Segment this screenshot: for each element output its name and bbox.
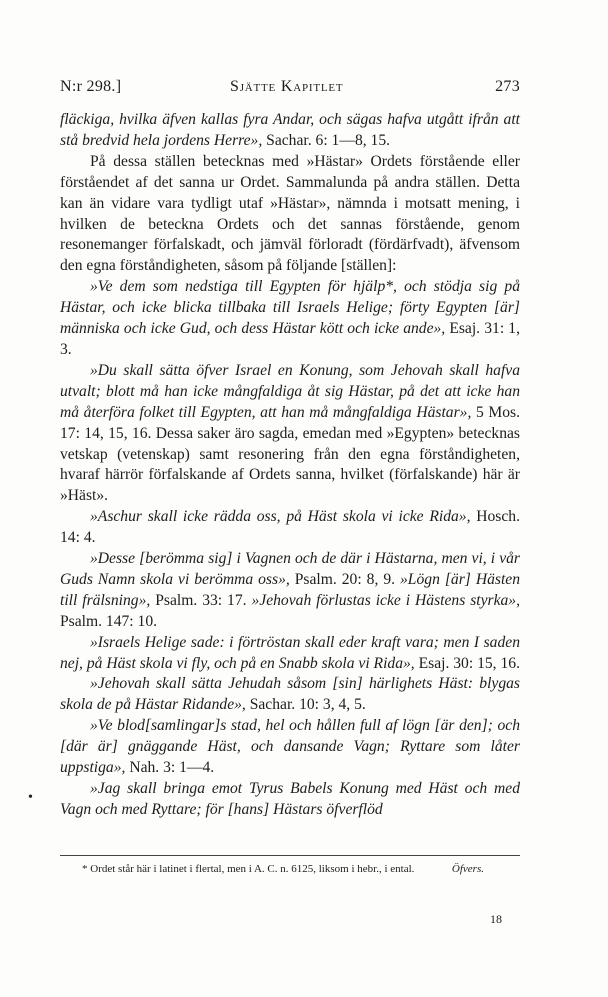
quotation-text: »Jehovah skall sätta Jehudah såsom [sin] härlighets Häst: blygas skola de på Hästar Ridande», xyxy=(60,675,520,714)
running-header xyxy=(60,78,520,100)
reference-text: 5 Mos. 17: 14, 15, 16. Dessa saker äro sagda, emedan med »Egypten» betecknas vetskap (vetenskap) samt resonering från den egna förståndigheten, hvaraf härrör förfalskande af Ordets sanna, hvilket (förfalskande) här är »Häst». xyxy=(60,403,520,505)
paragraph xyxy=(60,633,520,675)
reference-text: Sachar. 10: 3, 4, 5. xyxy=(245,696,366,714)
reference-text: Sachar. 6: 1—8, 15. xyxy=(262,131,391,149)
paragraph xyxy=(60,779,520,821)
paragraph xyxy=(60,277,520,361)
paragraph xyxy=(60,110,520,152)
quotation-text: fläckiga, hvilka äfven kallas fyra Andar, och sägas hafva utgått ifrån att stå bredvid hela jordens Herre», xyxy=(60,111,520,149)
footnote-signature: Öfvers. xyxy=(451,863,484,875)
section-number: N:r 298.] xyxy=(60,78,122,95)
reference-text: Esaj. 30: 15, 16. xyxy=(414,654,520,672)
footnote-rule xyxy=(60,855,520,856)
paragraph xyxy=(60,549,520,633)
quotation-text: »Du skall sätta öfver Israel en Konung, som Jehovah skall hafva utvalt; blott må han icke mångfaldiga åt sig Hästar, på det att icke han må återföra folket till Egypten, att han må mångfaldiga Hästar», xyxy=(60,361,520,421)
reference-text: Hosch. 14: 4. xyxy=(60,508,520,547)
footnote xyxy=(60,862,520,877)
reference-text: Psalm. 147: 10. xyxy=(60,612,158,630)
margin-mark: • xyxy=(28,790,33,805)
quotation-text: »Lögn [är] Hästen till frälsning», xyxy=(60,570,520,609)
reference-text: På dessa ställen betecknas med »Hästar» Ordets förstående eller förståendet af det sanna ur Ordet. Sammalunda på andra ställen. Detta kan än vidare vara tydligt utaf »Hästar», nämnda i motsatt mening, i hvilken de beteckna Ordets och det sannas förstående, genom resonemanger förfalskadt, och jämväl förloradt (fördärfvadt), äfvensom den egna förståndigheten, såsom på följande [ställen]: xyxy=(60,152,520,275)
paragraph xyxy=(60,152,520,277)
paragraph xyxy=(60,361,520,507)
quotation-text: »Israels Helige sade: i förtröstan skall eder kraft vara; men I saden nej, på Häst skola vi fly, och på en Snabb skola vi Rida», xyxy=(60,633,520,672)
paragraph xyxy=(60,674,520,716)
reference-text: Nah. 3: 1—4. xyxy=(125,759,215,777)
body-text xyxy=(60,110,520,821)
reference-text: Psalm. 33: 17. xyxy=(150,591,252,609)
quotation-text: »Ve dem som nedstiga till Egypten för hjälp*, och stödja sig på Hästar, och icke blicka tillbaka till Israels Helige; förty Egypten [är] människa och icke Gud, och dess Hästar kött och icke ande», xyxy=(60,278,520,338)
page-number: 273 xyxy=(495,78,520,95)
reference-text: Psalm. 20: 8, 9. xyxy=(289,570,400,588)
quotation-text: »Jag skall bringa emot Tyrus Babels Konung med Häst och med Vagn och med Ryttare; för [hans] Hästars öfverflöd xyxy=(60,780,520,818)
quotation-text: »Jehovah förlustas icke i Hästens styrka», xyxy=(251,591,521,609)
chapter-title: Sjätte Kapitlet xyxy=(230,78,344,95)
quotation-text: »Desse [berömma sig] i Vagnen och de där i Hästarna, men vi, i vår Guds Namn skola vi berömma oss», xyxy=(60,550,520,588)
paragraph xyxy=(60,716,520,779)
quotation-text: »Ve blod[samlingar]s stad, hel och hållen full af lögn [är den]; och [där är] gnäggande Häst, och dansande Vagn; Ryttare som låter uppstiga», xyxy=(60,717,520,777)
footnote-text: * Ordet står här i latinet i flertal, men i A. C. n. 6125, liksom i hebr., i ental. xyxy=(82,863,415,875)
quotation-text: »Aschur skall icke rädda oss, på Häst skola vi icke Rida», xyxy=(90,508,471,526)
printer-signature-mark: 18 xyxy=(490,912,502,926)
reference-text: Esaj. 31: 1, 3. xyxy=(60,320,520,358)
paragraph xyxy=(60,507,520,549)
